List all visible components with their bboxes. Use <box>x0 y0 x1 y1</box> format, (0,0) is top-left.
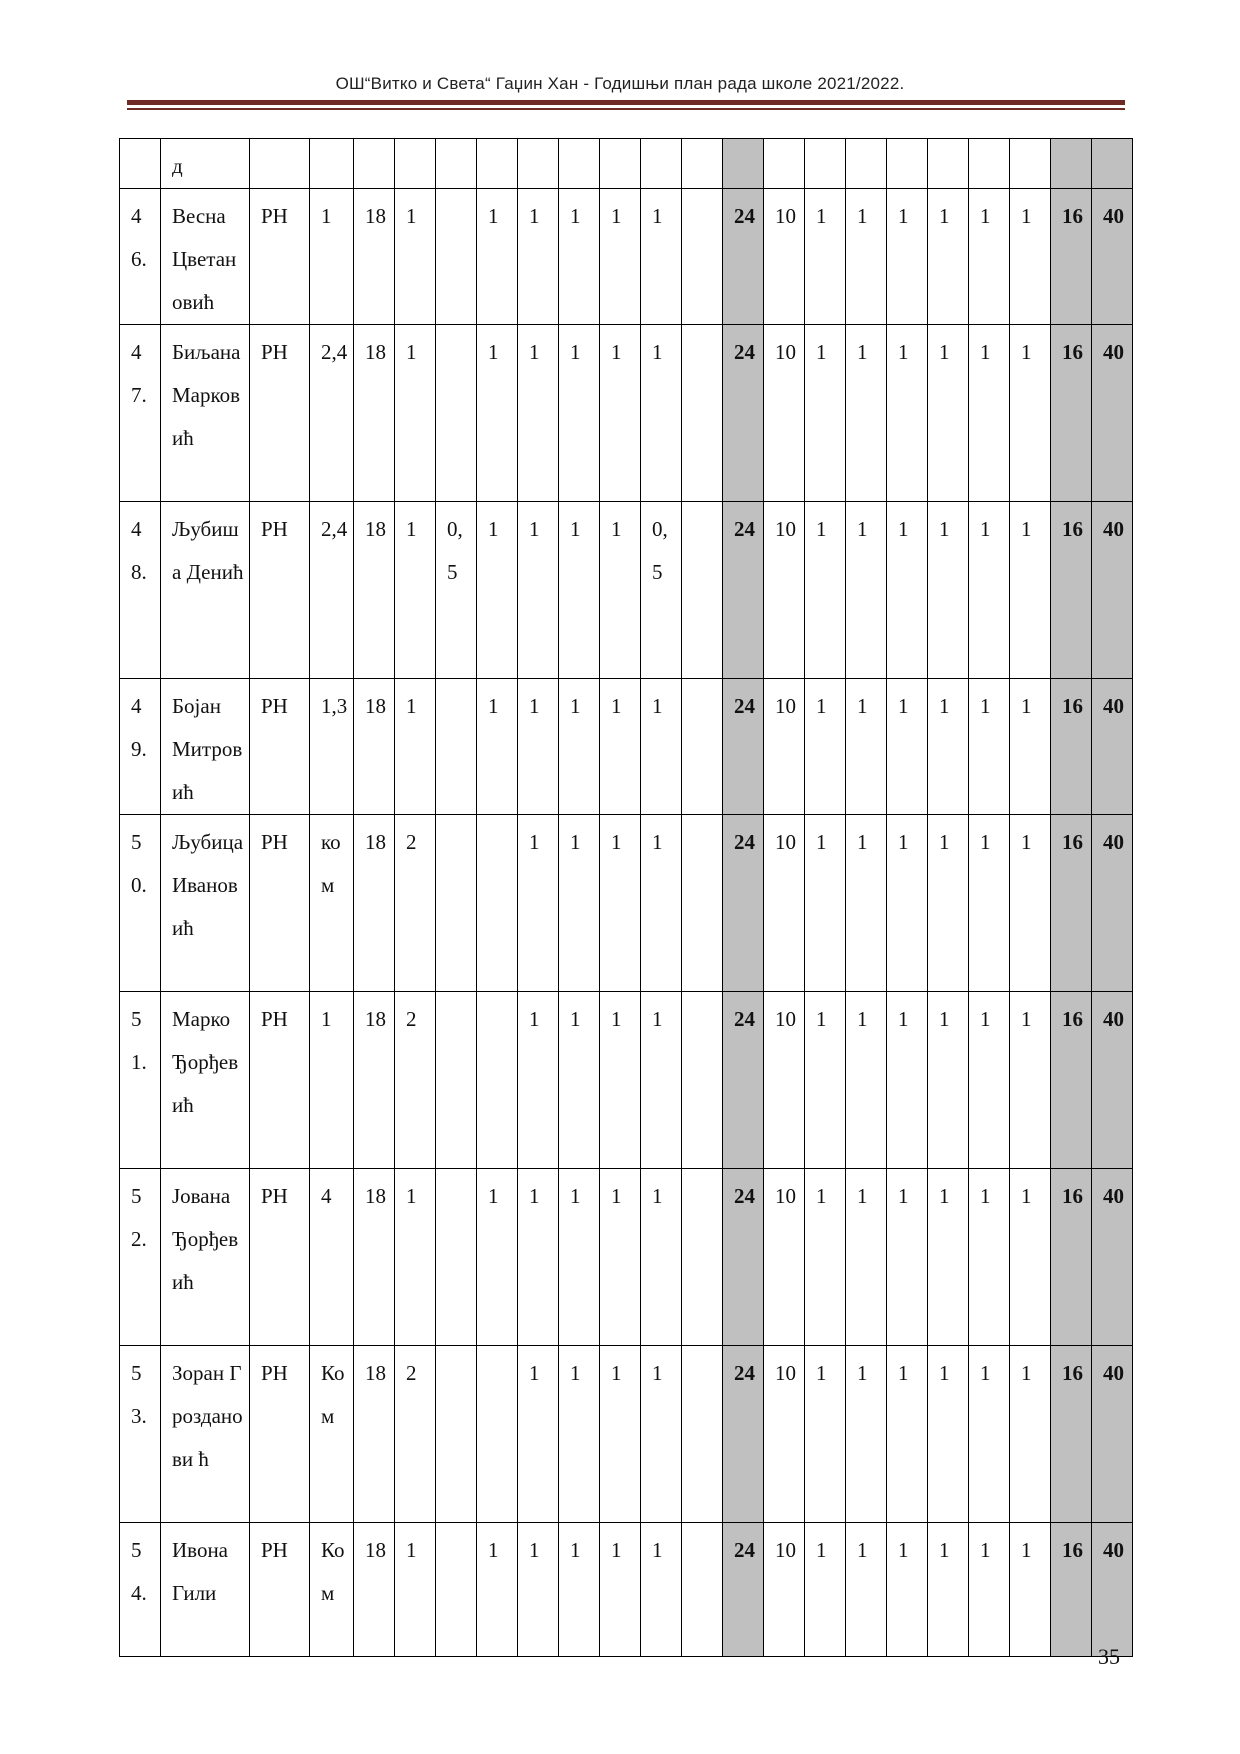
row-number-cell: 51. <box>120 992 161 1169</box>
hours-cell: 1 <box>477 189 518 325</box>
row-number-cell: 48. <box>120 502 161 679</box>
table-row <box>120 1346 1133 1523</box>
hours-cell: 1 <box>1010 1169 1051 1346</box>
hours-cell <box>436 1346 477 1523</box>
header-rule-thick <box>127 100 1125 105</box>
hours-cell: 1 <box>1010 325 1051 502</box>
hours-cell: 1 <box>518 992 559 1169</box>
hours-cell: 1 <box>846 815 887 992</box>
hours-cell: 1 <box>310 189 354 325</box>
hours-cell: 1 <box>928 679 969 815</box>
hours-cell: 1 <box>887 679 928 815</box>
table-row <box>120 815 1133 992</box>
hours-cell: 1 <box>600 1346 641 1523</box>
hours-cell: 1 <box>969 325 1010 502</box>
hours-cell <box>477 139 518 189</box>
hours-cell: 1 <box>477 679 518 815</box>
hours-cell: 1 <box>518 502 559 679</box>
hours-cell: 1 <box>395 679 436 815</box>
hours-cell: 1 <box>559 502 600 679</box>
teacher-name-cell: Љубица Ивановић <box>161 815 250 992</box>
hours-cell: 18 <box>354 1523 395 1657</box>
hours-cell: 1 <box>846 1169 887 1346</box>
hours-cell: 1 <box>518 325 559 502</box>
hours-cell: 10 <box>764 815 805 992</box>
hours-cell: 1 <box>600 815 641 992</box>
total-cell: 16 <box>1051 1346 1092 1523</box>
teacher-name-cell: Ивона Гили <box>161 1523 250 1657</box>
teaching-level-cell: РН <box>250 189 310 325</box>
table-row <box>120 325 1133 502</box>
hours-cell <box>436 1523 477 1657</box>
hours-cell: 1 <box>600 189 641 325</box>
hours-cell: 1 <box>477 502 518 679</box>
hours-cell: 1 <box>805 1523 846 1657</box>
hours-cell <box>518 139 559 189</box>
hours-cell: 1 <box>518 1523 559 1657</box>
teacher-name-cell: Љубиша Денић <box>161 502 250 679</box>
table-row <box>120 189 1133 325</box>
teaching-level-cell: РН <box>250 815 310 992</box>
hours-cell: 2 <box>395 1346 436 1523</box>
hours-cell <box>928 139 969 189</box>
hours-cell: 1 <box>641 325 682 502</box>
hours-cell: 1 <box>395 189 436 325</box>
hours-cell <box>477 815 518 992</box>
table-row <box>120 139 1133 189</box>
hours-cell: 1 <box>600 1169 641 1346</box>
hours-cell: 1 <box>887 815 928 992</box>
hours-cell: 1 <box>559 679 600 815</box>
annual-plan-table <box>119 138 1133 1657</box>
teaching-level-cell: РН <box>250 1346 310 1523</box>
teacher-name-cell: Марко Ђорђевић <box>161 992 250 1169</box>
total-cell: 24 <box>723 679 764 815</box>
hours-cell <box>600 139 641 189</box>
hours-cell: 18 <box>354 679 395 815</box>
hours-cell: 1 <box>805 502 846 679</box>
hours-cell: 1 <box>969 992 1010 1169</box>
hours-cell: 2,4 <box>310 325 354 502</box>
teacher-name-cell: д <box>161 139 250 189</box>
hours-cell: 1 <box>641 992 682 1169</box>
hours-cell: 0,5 <box>641 502 682 679</box>
hours-cell: 1 <box>805 1346 846 1523</box>
hours-cell: 1 <box>887 189 928 325</box>
total-cell: 40 <box>1092 189 1133 325</box>
hours-cell: 10 <box>764 1169 805 1346</box>
hours-cell: 1 <box>559 1346 600 1523</box>
hours-cell: ком <box>310 815 354 992</box>
hours-cell: Ком <box>310 1346 354 1523</box>
hours-cell: 1 <box>846 679 887 815</box>
hours-cell: 1 <box>1010 1346 1051 1523</box>
hours-cell <box>395 139 436 189</box>
hours-cell: 10 <box>764 1523 805 1657</box>
hours-cell: 1 <box>641 679 682 815</box>
hours-cell <box>436 189 477 325</box>
hours-cell: 1 <box>559 815 600 992</box>
hours-cell: 1 <box>641 189 682 325</box>
hours-cell: 1 <box>846 1346 887 1523</box>
hours-cell: 1 <box>1010 992 1051 1169</box>
hours-cell: 1 <box>600 502 641 679</box>
hours-cell: 1 <box>887 992 928 1169</box>
hours-cell: 1 <box>600 325 641 502</box>
hours-cell: 1 <box>805 815 846 992</box>
teaching-level-cell: РН <box>250 992 310 1169</box>
page-header-title: ОШ“Витко и Света“ Гаџин Хан - Годишњи план рада школе 2021/2022. <box>335 74 905 93</box>
total-cell: 24 <box>723 815 764 992</box>
hours-cell <box>436 1169 477 1346</box>
row-number-cell <box>120 139 161 189</box>
hours-cell <box>641 139 682 189</box>
hours-cell: 18 <box>354 815 395 992</box>
hours-cell: 1 <box>641 1346 682 1523</box>
teaching-level-cell: РН <box>250 325 310 502</box>
total-cell: 16 <box>1051 992 1092 1169</box>
total-cell: 40 <box>1092 1169 1133 1346</box>
row-number-cell: 53. <box>120 1346 161 1523</box>
hours-cell: 1 <box>477 1523 518 1657</box>
total-cell: 24 <box>723 325 764 502</box>
hours-cell: 1 <box>518 679 559 815</box>
hours-cell: 1 <box>846 992 887 1169</box>
hours-cell: 1 <box>518 1169 559 1346</box>
hours-cell <box>477 1346 518 1523</box>
total-cell: 40 <box>1092 1523 1133 1657</box>
hours-cell: 10 <box>764 1346 805 1523</box>
hours-cell: 1 <box>477 1169 518 1346</box>
row-number-cell: 54. <box>120 1523 161 1657</box>
hours-cell: 1 <box>518 189 559 325</box>
hours-cell: 1 <box>846 1523 887 1657</box>
table-row <box>120 679 1133 815</box>
table-row <box>120 1523 1133 1657</box>
hours-cell: 1 <box>928 189 969 325</box>
hours-cell: 10 <box>764 325 805 502</box>
hours-cell <box>682 189 723 325</box>
total-cell: 40 <box>1092 502 1133 679</box>
hours-cell: 1 <box>600 992 641 1169</box>
hours-cell: 1 <box>310 992 354 1169</box>
hours-cell: 1 <box>928 1346 969 1523</box>
teacher-name-cell: Бојан Митровић <box>161 679 250 815</box>
hours-cell: 4 <box>310 1169 354 1346</box>
hours-cell <box>887 139 928 189</box>
hours-cell: 1 <box>887 1169 928 1346</box>
total-cell <box>1051 139 1092 189</box>
hours-cell: 1 <box>969 1523 1010 1657</box>
hours-cell: 1 <box>395 1523 436 1657</box>
hours-cell: 1 <box>1010 189 1051 325</box>
hours-cell <box>682 502 723 679</box>
hours-cell: 1 <box>928 502 969 679</box>
hours-cell <box>436 325 477 502</box>
hours-cell <box>436 679 477 815</box>
total-cell: 24 <box>723 502 764 679</box>
row-number-cell: 50. <box>120 815 161 992</box>
hours-cell: 1 <box>600 1523 641 1657</box>
hours-cell: 1,3 <box>310 679 354 815</box>
hours-cell <box>682 1346 723 1523</box>
page-number: 35 <box>1098 1644 1120 1669</box>
hours-cell <box>969 139 1010 189</box>
hours-cell: 18 <box>354 189 395 325</box>
hours-cell: 10 <box>764 502 805 679</box>
hours-cell: 1 <box>846 325 887 502</box>
hours-cell <box>1010 139 1051 189</box>
total-cell: 16 <box>1051 679 1092 815</box>
hours-cell: 1 <box>1010 679 1051 815</box>
row-number-cell: 46. <box>120 189 161 325</box>
hours-cell: 1 <box>805 679 846 815</box>
hours-cell: 18 <box>354 1346 395 1523</box>
hours-cell: 10 <box>764 189 805 325</box>
total-cell <box>723 139 764 189</box>
hours-cell <box>682 679 723 815</box>
total-cell <box>1092 139 1133 189</box>
hours-cell: Ком <box>310 1523 354 1657</box>
hours-cell <box>682 1169 723 1346</box>
hours-cell <box>310 139 354 189</box>
total-cell: 16 <box>1051 189 1092 325</box>
hours-cell <box>682 325 723 502</box>
hours-cell: 1 <box>395 325 436 502</box>
hours-cell: 1 <box>518 815 559 992</box>
hours-cell: 1 <box>969 502 1010 679</box>
teacher-name-cell: Јована Ђорђевић <box>161 1169 250 1346</box>
teacher-name-cell: Биљана Марковић <box>161 325 250 502</box>
total-cell: 24 <box>723 992 764 1169</box>
hours-cell <box>436 815 477 992</box>
hours-cell: 1 <box>805 992 846 1169</box>
hours-cell: 1 <box>928 325 969 502</box>
hours-cell: 1 <box>846 502 887 679</box>
hours-cell: 1 <box>559 992 600 1169</box>
table-row <box>120 992 1133 1169</box>
hours-cell: 1 <box>887 325 928 502</box>
total-cell: 24 <box>723 1346 764 1523</box>
hours-cell <box>682 139 723 189</box>
hours-cell: 2 <box>395 992 436 1169</box>
hours-cell: 1 <box>1010 1523 1051 1657</box>
total-cell: 40 <box>1092 679 1133 815</box>
hours-cell: 18 <box>354 325 395 502</box>
hours-cell: 1 <box>887 502 928 679</box>
hours-cell: 1 <box>559 325 600 502</box>
hours-cell: 1 <box>928 1523 969 1657</box>
teaching-level-cell: РН <box>250 1169 310 1346</box>
hours-cell <box>559 139 600 189</box>
hours-cell: 1 <box>395 1169 436 1346</box>
teaching-level-cell: РН <box>250 1523 310 1657</box>
table-row <box>120 502 1133 679</box>
hours-cell: 18 <box>354 1169 395 1346</box>
hours-cell: 1 <box>518 1346 559 1523</box>
row-number-cell: 52. <box>120 1169 161 1346</box>
hours-cell <box>354 139 395 189</box>
total-cell: 24 <box>723 1169 764 1346</box>
hours-cell: 2 <box>395 815 436 992</box>
total-cell: 16 <box>1051 502 1092 679</box>
hours-cell: 1 <box>600 679 641 815</box>
hours-cell: 1 <box>805 325 846 502</box>
teaching-level-cell: РН <box>250 679 310 815</box>
hours-cell: 1 <box>887 1346 928 1523</box>
hours-cell: 1 <box>969 1346 1010 1523</box>
hours-cell: 1 <box>395 502 436 679</box>
hours-cell: 0,5 <box>436 502 477 679</box>
total-cell: 16 <box>1051 815 1092 992</box>
header-rule-thin <box>127 108 1125 110</box>
hours-cell <box>764 139 805 189</box>
hours-cell: 10 <box>764 992 805 1169</box>
hours-cell: 1 <box>969 679 1010 815</box>
hours-cell <box>682 1523 723 1657</box>
teaching-level-cell: РН <box>250 502 310 679</box>
hours-cell: 1 <box>928 815 969 992</box>
hours-cell: 1 <box>928 1169 969 1346</box>
hours-cell <box>436 139 477 189</box>
row-number-cell: 47. <box>120 325 161 502</box>
hours-cell: 1 <box>969 815 1010 992</box>
hours-cell <box>436 992 477 1169</box>
hours-cell: 1 <box>1010 815 1051 992</box>
total-cell: 40 <box>1092 815 1133 992</box>
hours-cell: 1 <box>887 1523 928 1657</box>
hours-cell: 1 <box>559 1169 600 1346</box>
teacher-name-cell: Зоран Грозданови ћ <box>161 1346 250 1523</box>
teaching-level-cell <box>250 139 310 189</box>
total-cell: 40 <box>1092 1346 1133 1523</box>
total-cell: 40 <box>1092 992 1133 1169</box>
hours-cell <box>477 992 518 1169</box>
hours-cell <box>682 815 723 992</box>
hours-cell: 1 <box>559 189 600 325</box>
teacher-name-cell: Весна Цветановић <box>161 189 250 325</box>
hours-cell: 10 <box>764 679 805 815</box>
hours-cell <box>846 139 887 189</box>
hours-cell: 1 <box>846 189 887 325</box>
hours-cell: 1 <box>805 189 846 325</box>
hours-cell: 1 <box>928 992 969 1169</box>
hours-cell: 1 <box>1010 502 1051 679</box>
total-cell: 24 <box>723 1523 764 1657</box>
hours-cell: 1 <box>641 1523 682 1657</box>
total-cell: 16 <box>1051 1169 1092 1346</box>
total-cell: 16 <box>1051 325 1092 502</box>
total-cell: 16 <box>1051 1523 1092 1657</box>
total-cell: 24 <box>723 189 764 325</box>
total-cell: 40 <box>1092 325 1133 502</box>
hours-cell: 1 <box>969 189 1010 325</box>
hours-cell: 18 <box>354 502 395 679</box>
hours-cell <box>805 139 846 189</box>
hours-cell: 1 <box>805 1169 846 1346</box>
hours-cell: 1 <box>969 1169 1010 1346</box>
hours-cell: 1 <box>477 325 518 502</box>
table-row <box>120 1169 1133 1346</box>
hours-cell: 18 <box>354 992 395 1169</box>
hours-cell <box>682 992 723 1169</box>
hours-cell: 1 <box>641 1169 682 1346</box>
hours-cell: 2,4 <box>310 502 354 679</box>
row-number-cell: 49. <box>120 679 161 815</box>
hours-cell: 1 <box>559 1523 600 1657</box>
hours-cell: 1 <box>641 815 682 992</box>
